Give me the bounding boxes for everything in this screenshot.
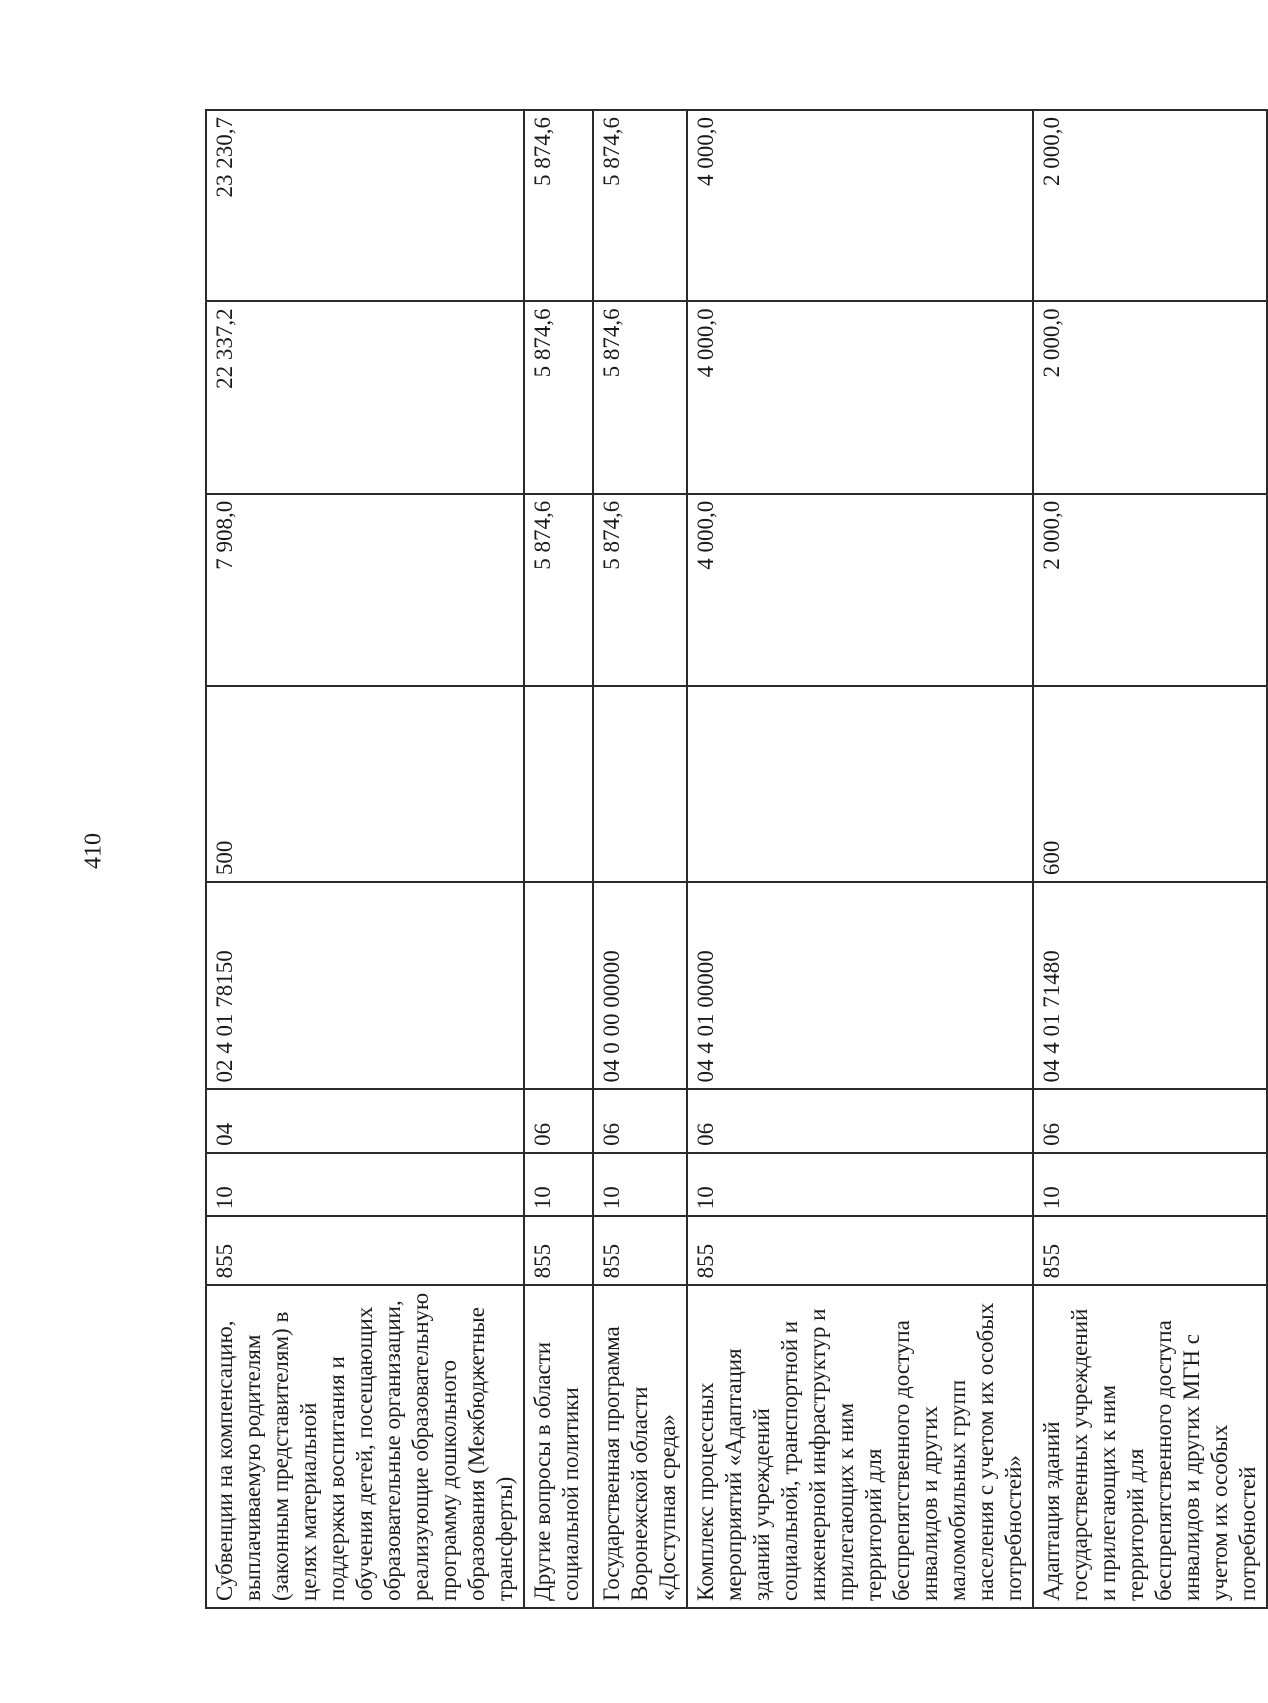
amount-year-3: 5 874,6 [593, 110, 687, 301]
subsection-code: 06 [1033, 1089, 1267, 1152]
expense-type-code [687, 686, 1033, 882]
target-article-code: 04 4 01 00000 [687, 882, 1033, 1089]
budget-table-rotated [205, 109, 1260, 1609]
table-row [1033, 110, 1267, 1608]
row-description: Другие вопросы в области социальной политики [524, 1285, 593, 1608]
ministry-code: 855 [687, 1216, 1033, 1285]
amount-year-3: 23 230,7 [206, 110, 524, 301]
amount-year-1: 5 874,6 [593, 494, 687, 686]
amount-year-2: 22 337,2 [206, 301, 524, 493]
target-article-code: 04 0 00 00000 [593, 882, 687, 1089]
section-code: 10 [524, 1153, 593, 1216]
amount-year-2: 2 000,0 [1033, 301, 1267, 493]
section-code: 10 [687, 1153, 1033, 1216]
amount-year-1: 7 908,0 [206, 494, 524, 686]
budget-table [205, 109, 1268, 1609]
ministry-code: 855 [524, 1216, 593, 1285]
amount-year-2: 5 874,6 [593, 301, 687, 493]
ministry-code: 855 [1033, 1216, 1267, 1285]
table-row [593, 110, 687, 1608]
amount-year-2: 4 000,0 [687, 301, 1033, 493]
table-row [206, 110, 524, 1608]
row-description: Адаптация зданий государственных учреждений и прилегающих к ним территорий для беспрепятственного доступа инвалидов и других МГН с учетом их особых потребностей [1033, 1285, 1267, 1608]
amount-year-3: 2 000,0 [1033, 110, 1267, 301]
amount-year-1: 5 874,6 [524, 494, 593, 686]
target-article-code: 04 4 01 71480 [1033, 882, 1267, 1089]
target-article-code [524, 882, 593, 1089]
row-description: Комплекс процессных мероприятий «Адаптация зданий учреждений социальной, транспортной и инженерной инфраструктур и прилегающих к ним территорий для беспрепятственного доступа инвалидов и других маломобильных групп населения с учетом их особых потребностей» [687, 1285, 1033, 1608]
ministry-code: 855 [593, 1216, 687, 1285]
subsection-code: 06 [687, 1089, 1033, 1152]
expense-type-code [593, 686, 687, 882]
amount-year-1: 2 000,0 [1033, 494, 1267, 686]
row-description: Субвенции на компенсацию, выплачиваемую родителям (законным представителям) в целях материальной поддержки воспитания и обучения детей, посещающих образовательные организации, реализующие образовательную программу дошкольного образования (Межбюджетные трансферты) [206, 1285, 524, 1608]
ministry-code: 855 [206, 1216, 524, 1285]
section-code: 10 [206, 1153, 524, 1216]
section-code: 10 [593, 1153, 687, 1216]
amount-year-1: 4 000,0 [687, 494, 1033, 686]
subsection-code: 06 [524, 1089, 593, 1152]
table-row [687, 110, 1033, 1608]
page-number: 410 [80, 833, 107, 869]
subsection-code: 04 [206, 1089, 524, 1152]
expense-type-code: 500 [206, 686, 524, 882]
expense-type-code [524, 686, 593, 882]
target-article-code: 02 4 01 78150 [206, 882, 524, 1089]
expense-type-code: 600 [1033, 686, 1267, 882]
amount-year-3: 5 874,6 [524, 110, 593, 301]
section-code: 10 [1033, 1153, 1267, 1216]
table-row [524, 110, 593, 1608]
amount-year-3: 4 000,0 [687, 110, 1033, 301]
amount-year-2: 5 874,6 [524, 301, 593, 493]
row-description: Государственная программа Воронежской области «Доступная среда» [593, 1285, 687, 1608]
subsection-code: 06 [593, 1089, 687, 1152]
